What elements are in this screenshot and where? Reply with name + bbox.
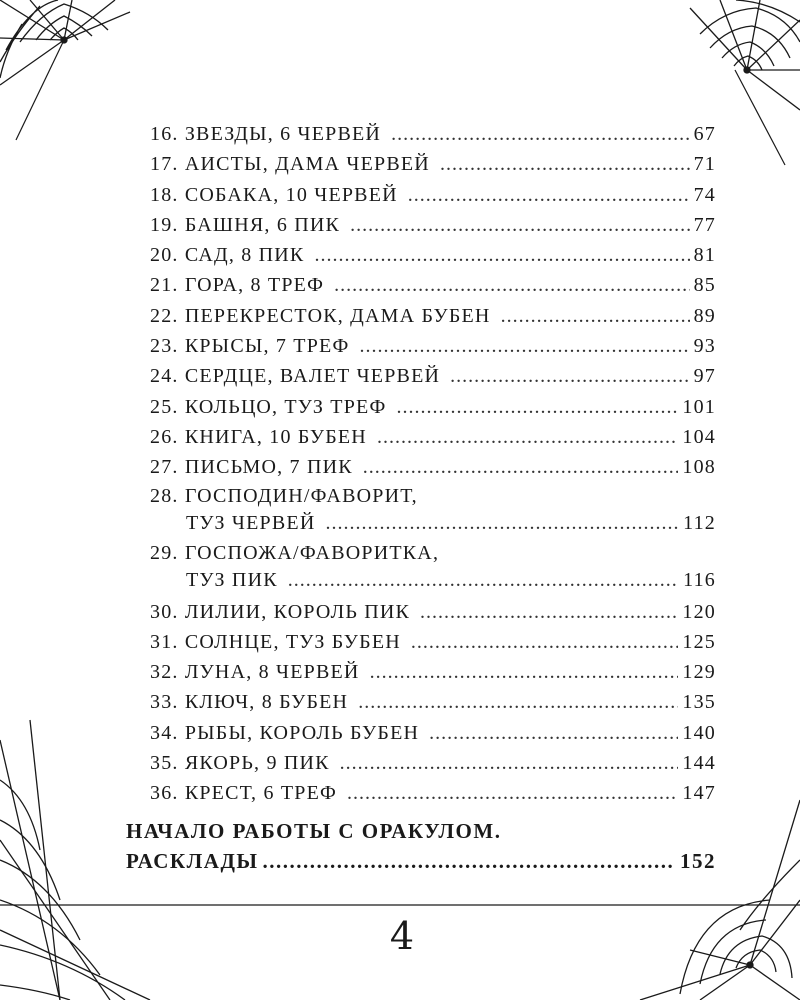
toc-entry-title: БАШНЯ, 6 ПИК (184, 213, 341, 236)
toc-entry-32[interactable] (150, 657, 716, 687)
toc-entry-title: КРЕСТ, 6 ТРЕФ (184, 782, 338, 805)
leader-dots (501, 301, 690, 331)
toc-entry-28[interactable] (150, 483, 716, 536)
toc-entry-page: 74 (693, 183, 716, 206)
toc-entry-number: 26. (150, 425, 179, 448)
toc-entry-26[interactable] (150, 422, 716, 452)
toc-entry-number: 29. (150, 541, 179, 564)
leader-dots (359, 331, 689, 361)
toc-entry-title: ПЕРЕКРЕСТОК, ДАМА БУБЕН (184, 304, 491, 327)
toc-entry-25[interactable] (150, 392, 716, 422)
toc-entry-title: ЛИЛИИ, КОРОЛЬ ПИК (184, 600, 411, 623)
toc-entry-24[interactable] (150, 361, 716, 391)
toc-entry-title: СОЛНЦЕ, ТУЗ БУБЕН (184, 630, 401, 653)
leader-dots (396, 392, 678, 422)
toc-entry-page: 89 (693, 304, 716, 327)
toc-entry-page: 129 (682, 661, 716, 684)
toc-entry-title-continued: ТУЗ ЧЕРВЕЙ (186, 511, 316, 534)
toc-entry-title: ЯКОРЬ, 9 ПИК (184, 752, 330, 775)
toc-entry-36[interactable] (150, 778, 716, 808)
toc-entry-33[interactable] (150, 687, 716, 717)
toc-entry-page: 144 (682, 752, 716, 775)
toc-entry-number: 20. (150, 244, 179, 267)
toc-entry-title: ГОРА, 8 ТРЕФ (184, 274, 325, 297)
toc-entry-number: 36. (150, 782, 179, 805)
toc-entry-number: 33. (150, 691, 179, 714)
toc-entry-number: 22. (150, 304, 179, 327)
page-number: 4 (389, 914, 415, 958)
toc-entry-page: 108 (682, 456, 716, 479)
leader-dots (340, 748, 679, 778)
toc-entry-title: КРЫСЫ, 7 ТРЕФ (184, 335, 350, 358)
toc-entry-page: 135 (682, 691, 716, 714)
toc-entry-title: САД, 8 ПИК (184, 244, 305, 267)
leader-dots (350, 210, 690, 240)
toc-entry-page: 101 (682, 395, 716, 418)
toc-entry-title: КНИГА, 10 БУБЕН (184, 425, 367, 448)
toc-entry-17[interactable] (150, 149, 716, 179)
toc-entry-number: 34. (150, 721, 179, 744)
toc-entry-page: 116 (683, 568, 716, 591)
toc-entry-number: 21. (150, 274, 179, 297)
toc-entry-34[interactable] (150, 718, 716, 748)
toc-entry-page: 81 (693, 244, 716, 267)
toc-entry-page: 140 (682, 721, 716, 744)
final-title-line2: РАСКЛАДЫ (126, 849, 259, 873)
toc-entry-page: 97 (693, 365, 716, 388)
toc-entry-title: АИСТЫ, ДАМА ЧЕРВЕЙ (184, 153, 430, 176)
toc-entry-title: РЫБЫ, КОРОЛЬ БУБЕН (184, 721, 420, 744)
toc-entry-final[interactable] (126, 816, 716, 876)
toc-entry-page: 104 (682, 425, 716, 448)
toc-entry-number: 19. (150, 213, 179, 236)
leader-dots (391, 119, 690, 149)
toc-entry-16[interactable] (150, 119, 716, 149)
toc-entry-21[interactable] (150, 270, 716, 300)
leader-dots (370, 657, 679, 687)
leader-dots (363, 452, 679, 482)
spider-web-icon (690, 0, 800, 110)
toc-entry-page: 112 (683, 511, 716, 534)
toc-entry-title-continued: ТУЗ ПИК (186, 568, 278, 591)
toc-entry-23[interactable] (150, 331, 716, 361)
toc-entry-page: 152 (680, 849, 716, 873)
toc-entry-30[interactable] (150, 597, 716, 627)
leader-dots (440, 149, 690, 179)
toc-entry-page: 85 (693, 274, 716, 297)
leader-dots (358, 687, 678, 717)
toc-entry-number: 31. (150, 630, 179, 653)
toc-entry-number: 16. (150, 123, 179, 145)
toc-entry-page: 67 (693, 123, 716, 145)
toc-entry-27[interactable] (150, 452, 716, 482)
toc-entry-page: 77 (693, 213, 716, 236)
toc-entry-number: 35. (150, 752, 179, 775)
leader-dots (288, 567, 679, 593)
toc-entry-20[interactable] (150, 240, 716, 270)
leader-dots (347, 778, 678, 808)
toc-entry-31[interactable] (150, 627, 716, 657)
leader-dots (263, 846, 672, 876)
toc-entry-number: 23. (150, 335, 179, 358)
leader-dots (411, 627, 679, 657)
toc-entry-page: 120 (682, 600, 716, 623)
leader-dots (314, 240, 689, 270)
toc-entry-title: ПИСЬМО, 7 ПИК (184, 456, 353, 479)
toc-entry-page: 71 (693, 153, 716, 176)
toc-entry-page: 125 (682, 630, 716, 653)
toc-entry-number: 30. (150, 600, 179, 623)
toc-entry-22[interactable] (150, 301, 716, 331)
toc-entry-title: КЛЮЧ, 8 БУБЕН (184, 691, 349, 714)
leader-dots (450, 361, 689, 391)
leader-dots (325, 510, 679, 536)
toc-entry-number: 17. (150, 153, 179, 176)
toc-entry-title: ЗВЕЗДЫ, 6 ЧЕРВЕЙ (184, 123, 382, 145)
leader-dots (377, 422, 678, 452)
toc-entry-title: ЛУНА, 8 ЧЕРВЕЙ (184, 661, 360, 684)
toc-entry-18[interactable] (150, 180, 716, 210)
toc-entry-title: КОЛЬЦО, ТУЗ ТРЕФ (184, 395, 387, 418)
leader-dots (429, 718, 678, 748)
spider-web-icon (0, 0, 130, 85)
toc-entry-29[interactable] (150, 540, 716, 593)
leader-dots (408, 180, 690, 210)
toc-entry-title: СЕРДЦЕ, ВАЛЕТ ЧЕРВЕЙ (184, 365, 441, 388)
leader-dots (420, 597, 678, 627)
toc-entry-title: ГОСПОЖА/ФАВОРИТКА, (184, 541, 440, 564)
table-of-contents (150, 119, 716, 809)
toc-entry-page: 93 (693, 335, 716, 358)
toc-entry-page: 147 (682, 782, 716, 805)
toc-entry-number: 25. (150, 395, 179, 418)
toc-entry-number: 28. (150, 484, 179, 507)
final-title-line1: НАЧАЛО РАБОТЫ С ОРАКУЛОМ. (126, 819, 502, 843)
toc-entry-number: 32. (150, 661, 179, 684)
toc-entry-number: 27. (150, 456, 179, 479)
toc-entry-title: ГОСПОДИН/ФАВОРИТ, (184, 484, 418, 507)
toc-entry-title: СОБАКА, 10 ЧЕРВЕЙ (184, 183, 398, 206)
leader-dots (334, 270, 690, 300)
toc-entry-number: 24. (150, 365, 179, 388)
toc-entry-19[interactable] (150, 210, 716, 240)
toc-entry-number: 18. (150, 183, 179, 206)
toc-entry-35[interactable] (150, 748, 716, 778)
